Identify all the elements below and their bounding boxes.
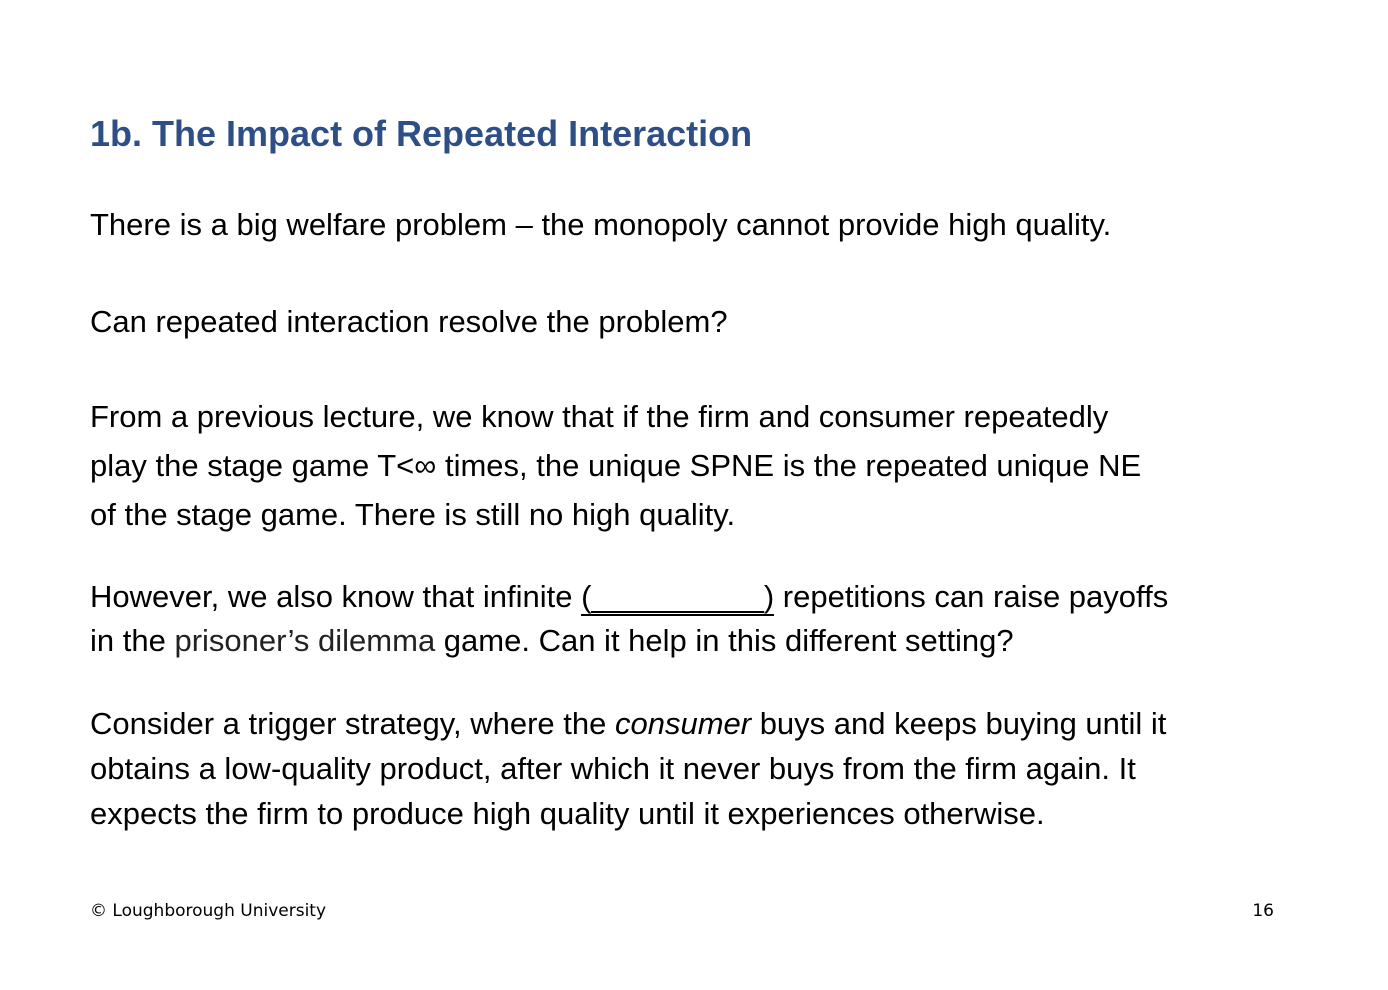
fill-in-blank: (__________) — [581, 579, 775, 614]
paragraph-infinite-repetition — [90, 575, 1168, 663]
paragraph-finite-repetition — [90, 392, 1141, 539]
footer-copyright: © Loughborough University — [90, 901, 327, 921]
text-segment: in the — [90, 623, 175, 658]
term-prisoners-dilemma: prisoner’s dilemma — [174, 623, 436, 658]
paragraph-line — [90, 619, 1168, 663]
paragraph-line: play the stage game T<∞ times, the unique SPNE is the repeated unique NE — [90, 448, 1142, 483]
paragraph-line — [90, 701, 1166, 746]
paragraph-line: obtains a low-quality product, after which it never buys from the firm again. It — [90, 751, 1136, 786]
text-segment: Consider a trigger strategy, where the — [90, 706, 615, 741]
text-segment: However, we also know that infinite — [90, 579, 582, 614]
paragraph-line — [90, 575, 1168, 619]
text-segment: repetitions can raise payoffs — [774, 579, 1169, 614]
paragraph-line: expects the firm to produce high quality until it experiences otherwise. — [90, 796, 1045, 831]
paragraph-welfare-problem: There is a big welfare problem – the monopoly cannot provide high quality. — [90, 207, 1112, 242]
text-segment: game. Can it help in this different setting? — [435, 623, 1014, 658]
slide-title: 1b. The Impact of Repeated Interaction — [90, 113, 753, 154]
text-segment: buys and keeps buying until it — [751, 706, 1167, 741]
paragraph-trigger-strategy — [90, 701, 1166, 836]
emphasis-consumer: consumer — [614, 706, 752, 741]
paragraph-line: of the stage game. There is still no high quality. — [90, 497, 736, 532]
paragraph-line: From a previous lecture, we know that if the firm and consumer repeatedly — [90, 399, 1109, 434]
paragraph-question: Can repeated interaction resolve the problem? — [90, 304, 728, 339]
footer-page-number: 16 — [1252, 901, 1274, 921]
